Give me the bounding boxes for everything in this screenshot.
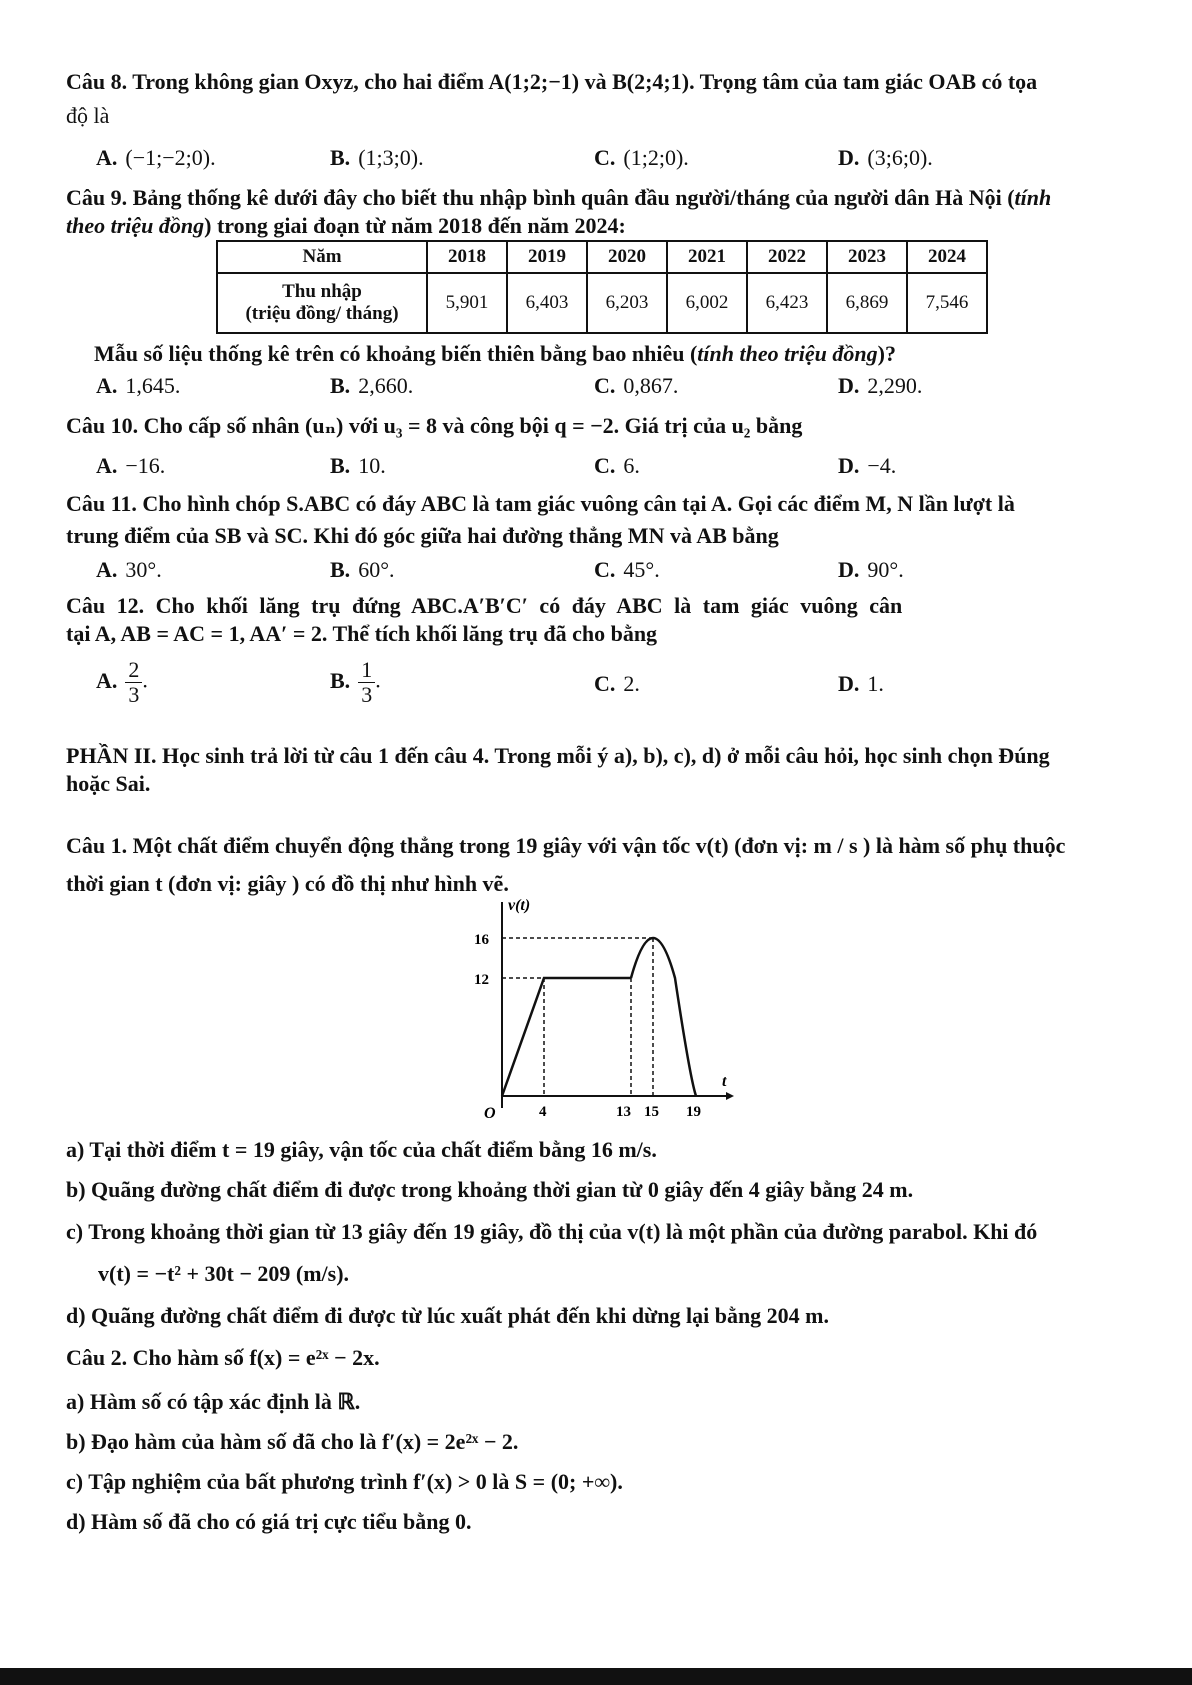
x-tick-19: 19: [686, 1104, 701, 1120]
p2q1-statement-c-formula: v(t) = −t² + 30t − 209 (m/s).: [98, 1261, 350, 1286]
year-cell: 2024: [907, 241, 987, 273]
income-cell: 6,403: [507, 273, 587, 333]
year-cell: 2022: [747, 241, 827, 273]
income-cell: 6,423: [747, 273, 827, 333]
q8-line2: độ là: [66, 103, 110, 128]
q8-option-d: D. (3;6;0).: [838, 145, 933, 170]
p2q1-statement-b: b) Quãng đường chất điểm đi được trong khoảng thời gian từ 0 giây đến 4 giây bằng 24 m.: [66, 1177, 914, 1202]
q10-stem: Câu 10. Cho cấp số nhân (uₙ) với u₃ = 8 và công bội q = −2. Giá trị của u₂ bằng: [66, 413, 803, 438]
year-cell: 2020: [587, 241, 667, 273]
p2q1-line1: Câu 1. Một chất điểm chuyển động thẳng trong 19 giây với vận tốc v(t) (đơn vị: m / s ) là hàm số phụ thuộc: [66, 833, 1066, 858]
table-row: [217, 241, 987, 273]
income-cell: 7,546: [907, 273, 987, 333]
p2q2-stem: Câu 2. Cho hàm số f(x) = e²ˣ − 2x.: [66, 1345, 380, 1370]
q9-option-b: B. 2,660.: [330, 373, 414, 398]
q9-option-d: D. 2,290.: [838, 373, 923, 398]
x-axis-label: t: [722, 1073, 727, 1090]
q12-option-c: C. 2.: [594, 671, 640, 696]
q8-stem: Câu 8. Trong không gian Oxyz, cho hai điểm A(1;2;−1) và B(2;4;1). Trọng tâm của tam giác OAB có tọa: [66, 69, 1038, 94]
q9-line1: Câu 9. Bảng thống kê dưới đây cho biết thu nhập bình quân đầu người/tháng của người dân Hà Nội (tính: [66, 185, 1052, 210]
q12-line2: tại A, AB = AC = 1, AA′ = 2. Thể tích khối lăng trụ đã cho bằng: [66, 621, 658, 646]
q8-line1: [66, 68, 1037, 96]
q8-option-a: A. (−1;−2;0).: [96, 145, 216, 170]
year-cell: 2023: [827, 241, 907, 273]
p2q2-statement-b: b) Đạo hàm của hàm số đã cho là f′(x) = 2e²ˣ − 2.: [66, 1429, 519, 1454]
y-tick-16: 16: [474, 932, 489, 948]
q10-option-c: C. 6.: [594, 453, 640, 478]
q10-option-a: A. −16.: [96, 453, 166, 478]
q9-option-c: C. 0,867.: [594, 373, 679, 398]
p2q1-statement-a: a) Tại thời điểm t = 19 giây, vận tốc của chất điểm bằng 16 m/s.: [66, 1137, 657, 1162]
q12-option-d: D. 1.: [838, 671, 884, 696]
q11-line1: Câu 11. Cho hình chóp S.ABC có đáy ABC là tam giác vuông cân tại A. Gọi các điểm M, N lần lượt là: [66, 491, 1015, 516]
q8-option-b: B. (1;3;0).: [330, 145, 424, 170]
q8-option-c: C. (1;2;0).: [594, 145, 689, 170]
q12-option-b: B. $\frac{1}{3}$ .: [330, 657, 381, 707]
velocity-curve: [502, 978, 631, 1096]
income-table: [216, 240, 988, 334]
y-axis-label: v(t): [508, 897, 531, 914]
q12-line1: Câu 12. Cho khối lăng trụ đứng ABC.A′B′C′ có đáy ABC là tam giác vuông cân: [66, 593, 903, 618]
q11-line2: trung điểm của SB và SC. Khi đó góc giữa hai đường thẳng MN và AB bằng: [66, 523, 779, 548]
scan-border: [0, 1668, 1192, 1685]
p2q2-statement-c: c) Tập nghiệm của bất phương trình f′(x) > 0 là S = (0; +∞).: [66, 1469, 623, 1494]
velocity-graph: [468, 896, 738, 1126]
year-cell: 2019: [507, 241, 587, 273]
part2-line1: PHẦN II. Học sinh trả lời từ câu 1 đến câu 4. Trong mỗi ý a), b), c), d) ở mỗi câu hỏi, học sinh chọn Đúng: [66, 743, 1050, 768]
q10-option-d: D. −4.: [838, 453, 897, 478]
q11-option-a: A. 30°.: [96, 557, 162, 582]
fraction: $\frac{1}{3}$: [358, 658, 375, 707]
x-tick-15: 15: [644, 1104, 659, 1120]
x-tick-4: 4: [539, 1104, 547, 1120]
origin-label: O: [484, 1105, 496, 1122]
part2-line2: hoặc Sai.: [66, 771, 151, 796]
p2q2-statement-a: a) Hàm số có tập xác định là ℝ.: [66, 1389, 361, 1414]
p2q1-statement-d: d) Quãng đường chất điểm đi được từ lúc xuất phát đến khi dừng lại bằng 204 m.: [66, 1303, 830, 1328]
y-tick-12: 12: [474, 972, 489, 988]
x-axis-arrow: [726, 1092, 734, 1100]
p2q1-line2: thời gian t (đơn vị: giây ) có đồ thị như hình vẽ.: [66, 871, 509, 896]
year-cell: 2021: [667, 241, 747, 273]
x-tick-13: 13: [616, 1104, 631, 1120]
year-cell: 2018: [427, 241, 507, 273]
table-row: [217, 273, 987, 333]
q11-option-d: D. 90°.: [838, 557, 904, 582]
p2q2-statement-d: d) Hàm số đã cho có giá trị cực tiểu bằng 0.: [66, 1509, 472, 1534]
q11-option-c: C. 45°.: [594, 557, 660, 582]
table-header-year: Năm: [217, 241, 427, 273]
income-cell: 6,869: [827, 273, 907, 333]
parabola-arc: [631, 938, 696, 1096]
q12-option-a: A. $\frac{2}{3}$ .: [96, 657, 148, 707]
q9-option-a: A. 1,645.: [96, 373, 181, 398]
income-cell: 6,203: [587, 273, 667, 333]
q11-option-b: B. 60°.: [330, 557, 395, 582]
fraction: $\frac{2}{3}$: [125, 658, 142, 707]
income-cell: 6,002: [667, 273, 747, 333]
q9-question: Mẫu số liệu thống kê trên có khoảng biến thiên bằng bao nhiêu (tính theo triệu đồng)?: [94, 341, 896, 366]
income-cell: 5,901: [427, 273, 507, 333]
table-header-income: Thu nhập (triệu đồng/ tháng): [217, 273, 427, 333]
q9-line2: theo triệu đồng) trong giai đoạn từ năm 2018 đến năm 2024:: [66, 213, 626, 238]
q10-option-b: B. 10.: [330, 453, 386, 478]
p2q1-statement-c: c) Trong khoảng thời gian từ 13 giây đến 19 giây, đồ thị của v(t) là một phần của đường parabol. Khi đó: [66, 1219, 1038, 1244]
